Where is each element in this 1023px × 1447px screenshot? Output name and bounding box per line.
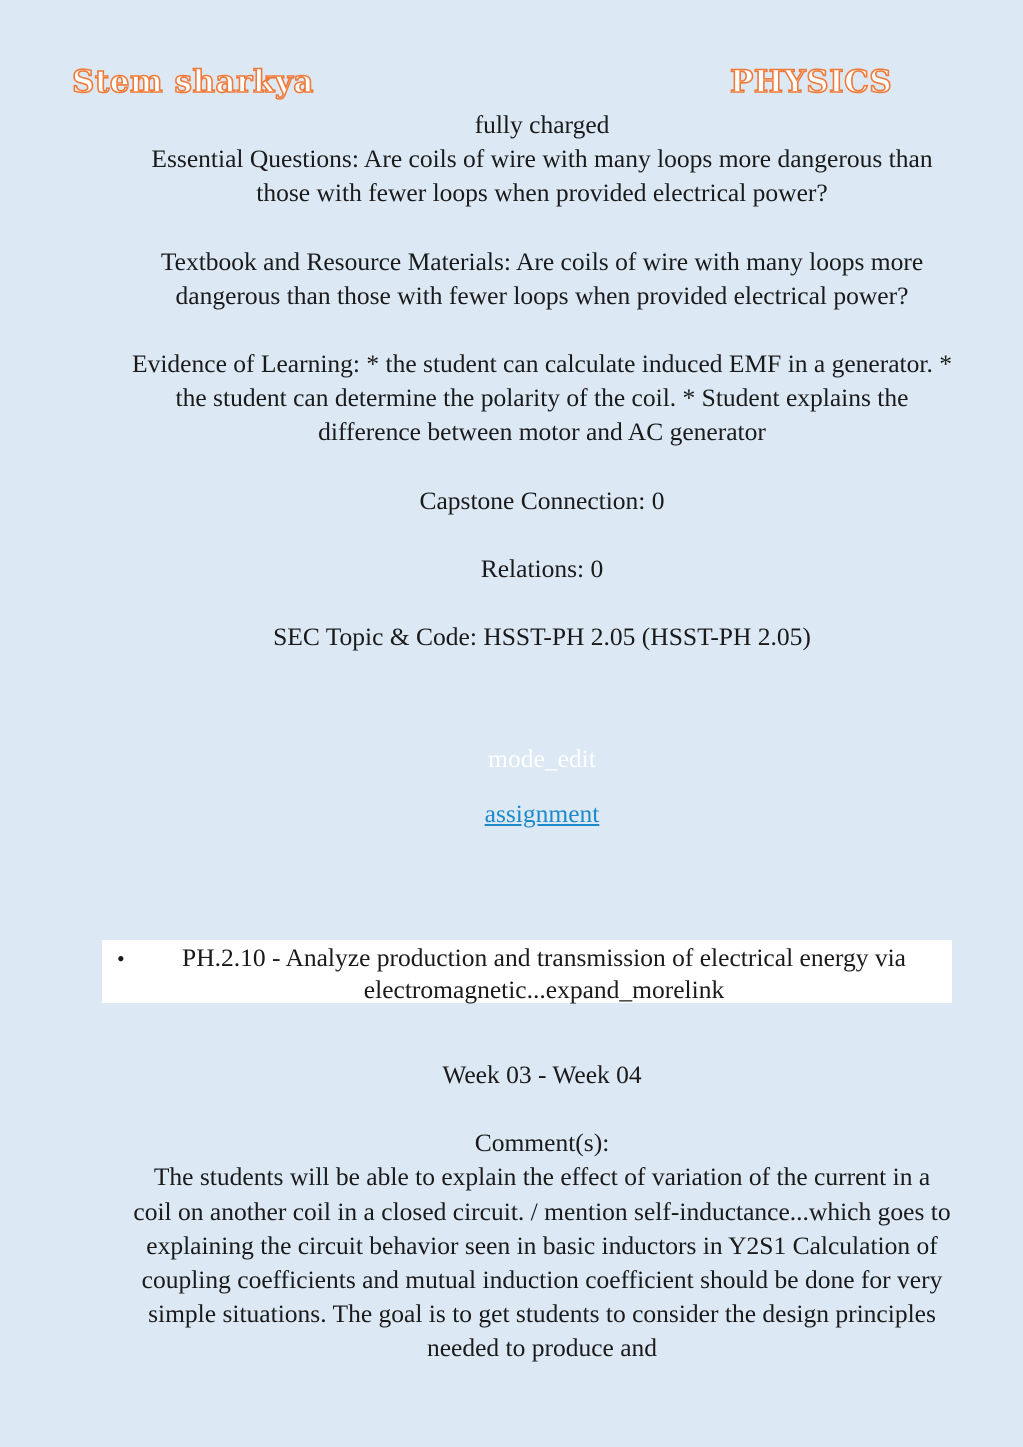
essential-questions: Essential Questions: Are coils of wire with many loops more dangerous than those with fewer loops when provided electrical power? <box>151 144 933 208</box>
week-range: Week 03 - Week 04 <box>442 1060 642 1089</box>
comments-text: The students will be able to explain the effect of variation of the current in a coil on another coil in a closed circuit. / mention self-inductance...which goes to explaining the circuit behavior seen in basic inductors in Y2S1 Calculation of coupling coefficients and mutual induction coefficient should be done for very simple situations. The goal is to get students to consider the design principles needed to produce and <box>133 1162 951 1363</box>
capstone-connection: Capstone Connection: 0 <box>419 485 665 515</box>
subject-title: PHYSICS <box>730 64 893 100</box>
sec-topic-code: SEC Topic & Code: HSST-PH 2.05 (HSST-PH 2.05) <box>273 622 811 652</box>
standard-list-item[interactable] <box>102 940 952 1003</box>
fully-charged-text: fully charged <box>474 110 610 139</box>
schedule-and-comments <box>132 1058 952 1366</box>
assignment-link-wrapper <box>132 797 952 831</box>
comments-label: Comment(s): <box>474 1128 610 1158</box>
bullet-icon: • <box>117 946 125 971</box>
mode-edit-icon[interactable]: mode_edit <box>488 744 596 773</box>
brand-title: Stem sharkya <box>72 64 315 100</box>
standard-text[interactable]: PH.2.10 - Analyze production and transmission of electrical energy via electromagnetic...expand_morelink <box>182 943 906 1004</box>
textbook-resources: Textbook and Resource Materials: Are coils of wire with many loops more dangerous than those with fewer loops when provided electrical power? <box>160 246 924 310</box>
assignment-link[interactable]: assignment <box>484 799 600 828</box>
lesson-details <box>132 108 952 654</box>
relations: Relations: 0 <box>480 553 604 583</box>
evidence-of-learning: Evidence of Learning: * the student can calculate induced EMF in a generator. * the student can determine the polarity of the coil. * Student explains the difference between motor and AC generator <box>132 349 952 447</box>
